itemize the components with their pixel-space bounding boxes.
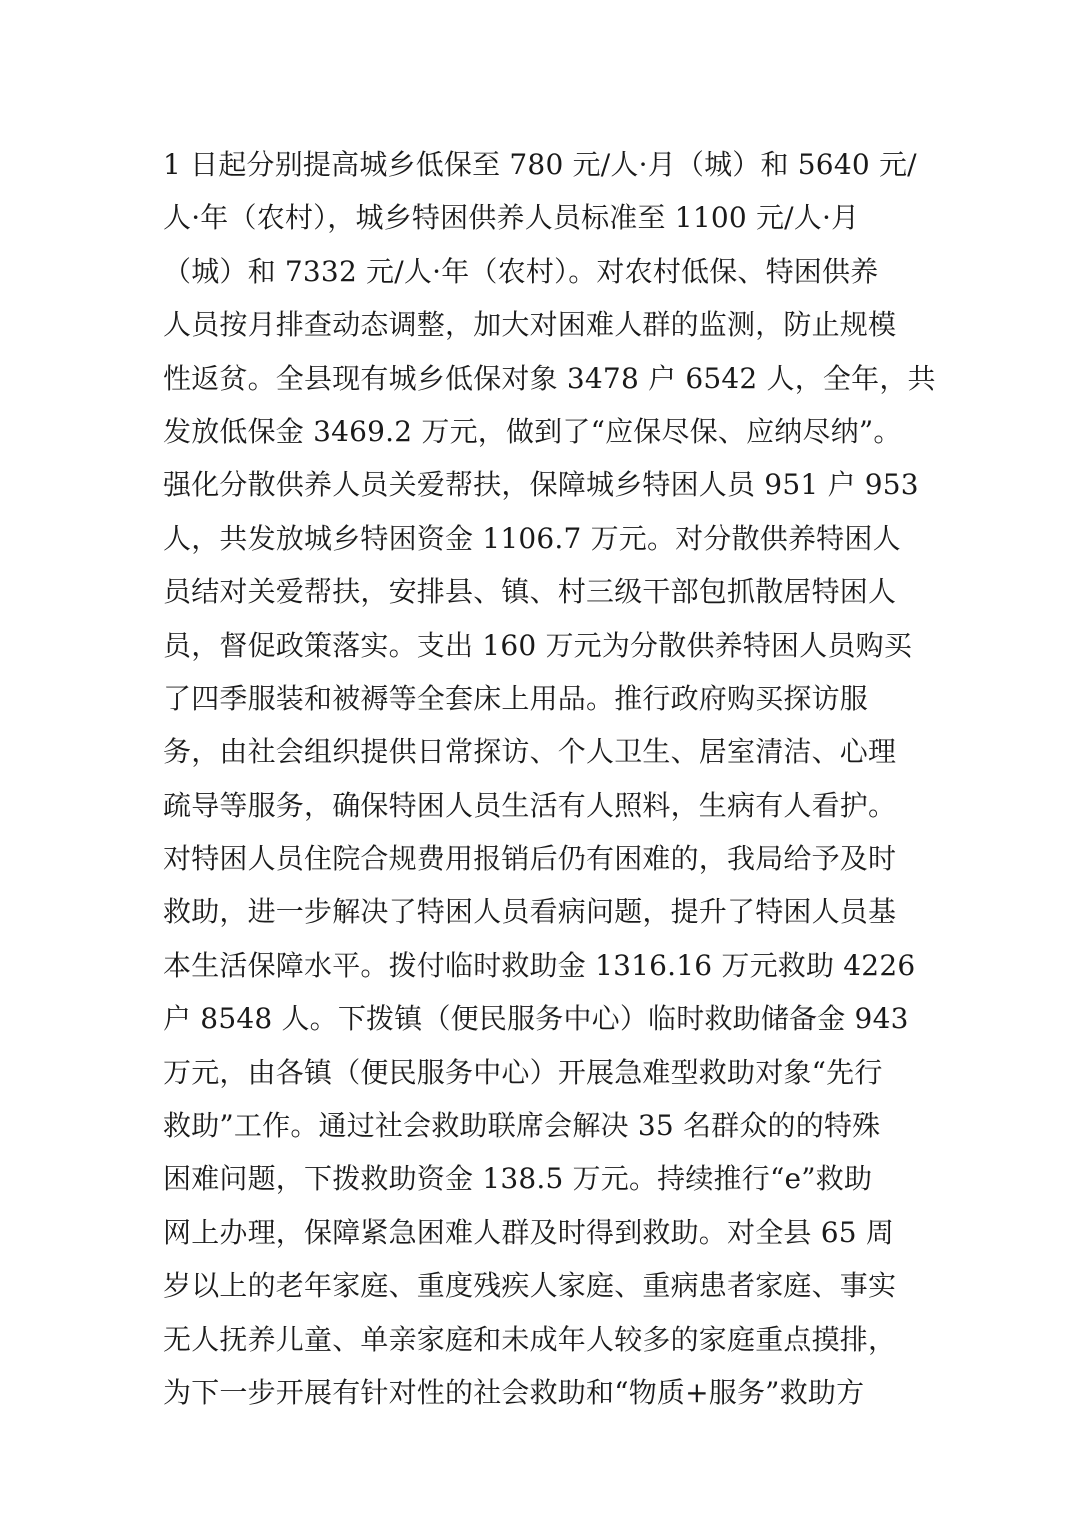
- text-line: 为下一步开展有针对性的社会救助和“物质+服务”救助方: [163, 1375, 865, 1409]
- text-line: 疏导等服务，确保特困人员生活有人照料，生病有人看护。: [163, 788, 897, 822]
- text-line: 万元，由各镇（便民服务中心）开展急难型救助对象“先行: [163, 1055, 883, 1089]
- text-line: （城）和 7332 元/人·年（农村）。对农村低保、特困供养: [163, 254, 879, 288]
- text-line: 发放低保金 3469.2 万元，做到了“应保尽保、应纳尽纳”。: [163, 414, 902, 448]
- text-line: 员结对关爱帮扶，安排县、镇、村三级干部包抓散居特困人: [163, 575, 897, 609]
- text-line: 岁以上的老年家庭、重度残疾人家庭、重病患者家庭、事实: [163, 1269, 897, 1303]
- text-line: 本生活保障水平。拨付临时救助金 1316.16 万元救助 4226: [163, 948, 916, 982]
- text-line: 对特困人员住院合规费用报销后仍有困难的，我局给予及时: [163, 842, 897, 876]
- text-line: 人员按月排查动态调整，加大对困难人群的监测，防止规模: [163, 308, 897, 342]
- text-line: 救助，进一步解决了特困人员看病问题，提升了特困人员基: [163, 895, 897, 929]
- text-line: 困难问题，下拨救助资金 138.5 万元。持续推行“e”救助: [163, 1162, 873, 1196]
- text-line: 人，共发放城乡特困资金 1106.7 万元。对分散供养特困人: [163, 521, 901, 555]
- text-line: 性返贫。全县现有城乡低保对象 3478 户 6542 人，全年，共: [163, 361, 936, 395]
- text-line: 救助”工作。通过社会救助联席会解决 35 名群众的的特殊: [163, 1109, 881, 1143]
- text-line: 无人抚养儿童、单亲家庭和未成年人较多的家庭重点摸排，: [163, 1322, 897, 1356]
- text-line: 了四季服装和被褥等全套床上用品。推行政府购买探访服: [163, 681, 869, 715]
- text-line: 强化分散供养人员关爱帮扶，保障城乡特困人员 951 户 953: [163, 468, 919, 502]
- text-line: 员，督促政策落实。支出 160 万元为分散供养特困人员购买: [163, 628, 913, 662]
- text-line: 户 8548 人。下拨镇（便民服务中心）临时救助储备金 943: [163, 1002, 909, 1036]
- text-line: 人·年（农村），城乡特困供养人员标准至 1100 元/人·月: [163, 201, 860, 235]
- text-line: 务，由社会组织提供日常探访、个人卫生、居室清洁、心理: [163, 735, 897, 769]
- text-line: 网上办理，保障紧急困难人群及时得到救助。对全县 65 周: [163, 1215, 895, 1249]
- text-line: 1 日起分别提高城乡低保至 780 元/人·月（城）和 5640 元/: [163, 148, 917, 181]
- body-paragraph: [163, 138, 936, 1419]
